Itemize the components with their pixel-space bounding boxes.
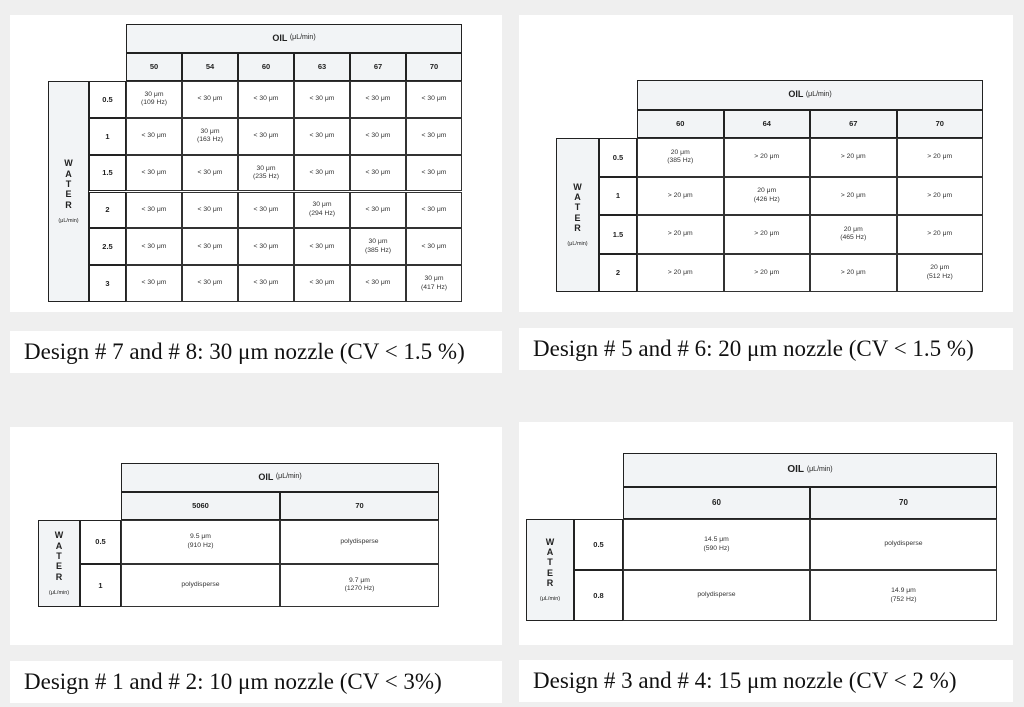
table-cell: [350, 228, 406, 265]
row-header: [89, 81, 126, 118]
column-header: [406, 53, 462, 81]
droplet-size: polydisperse: [340, 537, 379, 545]
droplet-size: 20 μm: [757, 187, 777, 195]
table-cell: [238, 81, 294, 118]
row-header: [599, 254, 637, 293]
row-header-label: 0.8: [593, 590, 604, 600]
column-header-label: 5060: [192, 501, 209, 511]
table-cell: [637, 138, 724, 177]
table-cell: [810, 519, 997, 570]
droplet-size: < 30 μm: [309, 242, 335, 250]
droplet-size: 20 μm: [843, 225, 863, 233]
row-header: [599, 177, 637, 216]
droplet-size: < 30 μm: [197, 205, 223, 213]
droplet-size: < 30 μm: [141, 132, 167, 139]
oil-unit: (μL/min): [275, 473, 302, 481]
table-cell: [897, 215, 984, 254]
row-header: [89, 118, 126, 155]
droplet-frequency: (752 Hz): [890, 595, 917, 603]
column-header-label: 60: [712, 498, 721, 507]
table-cell: [724, 254, 811, 293]
oil-label: OIL: [258, 471, 274, 482]
column-header-label: 60: [676, 119, 685, 129]
droplet-size: < 30 μm: [197, 279, 223, 287]
table-cell: [238, 155, 294, 192]
droplet-size: > 20 μm: [840, 268, 866, 276]
droplet-size: < 30 μm: [365, 279, 391, 287]
droplet-size: < 30 μm: [309, 132, 335, 139]
column-header: [810, 487, 997, 519]
water-header: [556, 138, 599, 292]
column-header-label: 50: [149, 62, 159, 72]
column-header-label: 54: [205, 62, 215, 72]
table-cell: [182, 118, 238, 155]
column-header: [126, 53, 182, 81]
column-header: [280, 492, 439, 520]
column-header: [637, 110, 724, 138]
table-cell: [182, 155, 238, 192]
water-header: [526, 519, 574, 621]
droplet-size: < 30 μm: [421, 242, 447, 250]
water-letter: E: [55, 561, 62, 572]
table-cell: [406, 265, 462, 302]
table-cell: [350, 81, 406, 118]
droplet-size: < 30 μm: [141, 279, 167, 287]
water-letter: E: [546, 567, 553, 578]
column-header-label: 70: [899, 498, 908, 507]
table-cell: [637, 177, 724, 216]
table-cell: [121, 564, 280, 608]
column-header-label: 70: [429, 62, 439, 72]
water-letter: W: [64, 158, 73, 169]
droplet-size: < 30 μm: [253, 242, 279, 250]
table-cell: [182, 228, 238, 265]
table-cell: [897, 177, 984, 216]
water-letter: T: [574, 202, 581, 213]
water-letter: A: [55, 540, 63, 551]
row-header-label: 0.5: [102, 94, 113, 104]
column-header: [897, 110, 984, 138]
column-header-label: 67: [373, 62, 383, 72]
droplet-size: > 20 μm: [840, 153, 866, 160]
droplet-size: > 20 μm: [927, 153, 953, 160]
droplet-size: < 30 μm: [141, 168, 167, 176]
column-header: [350, 53, 406, 81]
droplet-size: < 30 μm: [197, 95, 223, 103]
table-cell: [280, 564, 439, 608]
droplet-size: < 30 μm: [141, 242, 167, 250]
table-cell: [637, 254, 724, 293]
water-letter: R: [546, 578, 554, 589]
droplet-frequency: (294 Hz): [308, 209, 336, 217]
water-letter: W: [573, 181, 582, 192]
table-cell: [724, 138, 811, 177]
droplet-frequency: (385 Hz): [667, 157, 694, 165]
table-cell: [406, 228, 462, 265]
table-cell: [182, 81, 238, 118]
water-letter: E: [65, 189, 72, 200]
table-cell: [238, 118, 294, 155]
droplet-size: 30 μm: [200, 127, 220, 135]
table-cell: [126, 192, 182, 229]
droplet-size: polydisperse: [697, 591, 736, 599]
table-cell: [126, 155, 182, 192]
table-cell: [294, 265, 350, 302]
table-cell: [182, 265, 238, 302]
oil-header: [121, 463, 439, 492]
table-cell: [810, 177, 897, 216]
table-cell: [121, 520, 280, 564]
droplet-size: < 30 μm: [197, 168, 223, 176]
row-header-label: 2: [615, 268, 621, 278]
table-cell: [294, 192, 350, 229]
column-header-label: 60: [261, 62, 271, 72]
table-cell: [238, 192, 294, 229]
droplet-size: > 20 μm: [754, 153, 780, 160]
row-header: [89, 155, 126, 192]
row-header-label: 0.5: [95, 537, 106, 547]
row-header: [574, 570, 623, 621]
table-cell: [350, 265, 406, 302]
table-cell: [810, 254, 897, 293]
droplet-size: < 30 μm: [309, 168, 335, 176]
table-cell: [897, 138, 984, 177]
row-header-label: 1: [98, 580, 103, 590]
table-cell: [126, 81, 182, 118]
row-header-label: 3: [105, 278, 110, 288]
droplet-size: 30 μm: [256, 164, 276, 172]
water-unit: (μL/min): [539, 596, 561, 603]
column-header: [623, 487, 810, 519]
table-cell: [238, 228, 294, 265]
row-header-label: 0.5: [612, 152, 624, 162]
table-cell: [810, 215, 897, 254]
column-header-label: 70: [355, 501, 364, 511]
water-letter: A: [65, 168, 72, 179]
water-label: [573, 182, 582, 234]
water-unit: (μL/min): [58, 217, 79, 224]
row-header: [599, 138, 637, 177]
table-cell: [294, 228, 350, 265]
droplet-size: 9.7 μm: [349, 576, 370, 584]
droplet-size: 14.9 μm: [891, 587, 916, 595]
oil-label: OIL: [787, 463, 805, 475]
oil-header: [126, 24, 462, 53]
droplet-size: > 20 μm: [927, 191, 953, 199]
table-cell: [280, 520, 439, 564]
table-cell: [406, 155, 462, 192]
table-cell: [623, 519, 810, 570]
column-header: [294, 53, 350, 81]
droplet-size: 30 μm: [368, 238, 388, 246]
droplet-size: polydisperse: [884, 540, 923, 548]
droplet-size: 14.5 μm: [704, 536, 729, 544]
droplet-size: < 30 μm: [253, 279, 279, 287]
table-cell: [810, 138, 897, 177]
table-cell: [350, 192, 406, 229]
water-letter: R: [55, 571, 63, 582]
oil-unit: (μL/min): [806, 465, 833, 473]
droplet-size: > 20 μm: [667, 230, 693, 237]
column-header-label: 63: [317, 62, 327, 72]
row-header-label: 1: [615, 191, 621, 201]
water-letter: A: [574, 192, 581, 203]
water-label: [546, 537, 555, 589]
droplet-size: < 30 μm: [365, 168, 391, 176]
table-cell: [238, 265, 294, 302]
table-cell: [623, 570, 810, 621]
water-letter: W: [54, 530, 64, 541]
droplet-size: < 30 μm: [309, 279, 335, 287]
column-header: [182, 53, 238, 81]
caption-design-3-4: Design # 3 and # 4: 15 μm nozzle (CV < 2 %): [519, 660, 1013, 702]
table-cell: [182, 192, 238, 229]
table-cell: [810, 570, 997, 621]
droplet-frequency: (910 Hz): [187, 541, 214, 549]
droplet-size: < 30 μm: [365, 95, 391, 103]
water-letter: E: [574, 212, 581, 223]
droplet-size: < 30 μm: [421, 95, 447, 103]
water-letter: T: [65, 178, 72, 189]
row-header: [599, 215, 637, 254]
table-cell: [637, 215, 724, 254]
droplet-size: < 30 μm: [309, 95, 335, 103]
droplet-size: 20 μm: [670, 148, 690, 156]
table-cell: [126, 265, 182, 302]
droplet-size: polydisperse: [181, 581, 220, 588]
droplet-size: 20 μm: [930, 264, 950, 272]
table-cell: [350, 155, 406, 192]
row-header-label: 0.5: [593, 539, 604, 549]
row-header: [574, 519, 623, 570]
droplet-frequency: (1270 Hz): [344, 585, 375, 593]
oil-header: [637, 80, 983, 110]
droplet-size: 30 μm: [424, 275, 444, 283]
droplet-size: > 20 μm: [754, 268, 780, 276]
caption-design-1-2: Design # 1 and # 2: 10 μm nozzle (CV < 3%): [10, 661, 502, 703]
droplet-size: < 30 μm: [141, 205, 167, 213]
column-header: [238, 53, 294, 81]
oil-label: OIL: [272, 32, 288, 43]
table-cell: [406, 81, 462, 118]
droplet-size: < 30 μm: [253, 132, 279, 139]
oil-label: OIL: [788, 89, 804, 100]
droplet-frequency: (590 Hz): [703, 544, 730, 552]
droplet-size: < 30 μm: [365, 205, 391, 213]
water-header: [48, 81, 89, 302]
water-unit: (μL/min): [48, 589, 70, 596]
table-cell: [897, 254, 984, 293]
droplet-size: 30 μm: [144, 90, 164, 98]
droplet-frequency: (385 Hz): [364, 246, 392, 254]
row-header-label: 1: [105, 131, 110, 141]
column-header-label: 64: [762, 119, 771, 129]
droplet-size: < 30 μm: [421, 205, 447, 213]
row-header: [80, 564, 121, 608]
table-cell: [406, 118, 462, 155]
oil-header: [623, 453, 997, 487]
droplet-frequency: (512 Hz): [926, 272, 953, 280]
column-header: [121, 492, 280, 520]
table-cell: [724, 215, 811, 254]
table-cell: [294, 81, 350, 118]
caption-design-7-8: Design # 7 and # 8: 30 μm nozzle (CV < 1.5 %): [10, 331, 502, 373]
row-header: [80, 520, 121, 564]
water-letter: W: [545, 536, 555, 547]
table-cell: [294, 118, 350, 155]
droplet-frequency: (426 Hz): [753, 195, 780, 203]
row-header: [89, 228, 126, 265]
droplet-frequency: (465 Hz): [840, 234, 867, 242]
droplet-size: > 20 μm: [667, 268, 693, 276]
table-cell: [294, 155, 350, 192]
table-cell: [350, 118, 406, 155]
row-header: [89, 192, 126, 229]
water-letter: R: [65, 199, 72, 210]
row-header-label: 2.5: [102, 242, 113, 252]
water-label: [55, 530, 64, 582]
droplet-size: < 30 μm: [253, 205, 279, 213]
column-header-label: 70: [935, 119, 944, 129]
column-header: [724, 110, 811, 138]
row-header: [89, 265, 126, 302]
droplet-frequency: (163 Hz): [196, 136, 224, 144]
droplet-frequency: (417 Hz): [420, 283, 448, 291]
table-cell: [126, 118, 182, 155]
droplet-size: < 30 μm: [421, 132, 447, 139]
droplet-size: > 20 μm: [754, 230, 780, 237]
row-header-label: 2: [105, 205, 110, 215]
oil-unit: (μL/min): [805, 90, 832, 98]
table-cell: [406, 192, 462, 229]
water-letter: R: [574, 223, 581, 234]
droplet-size: < 30 μm: [421, 168, 447, 176]
column-header-label: 67: [849, 119, 858, 129]
oil-unit: (μL/min): [289, 34, 316, 42]
water-header: [38, 520, 80, 607]
water-letter: T: [56, 550, 62, 561]
caption-design-5-6: Design # 5 and # 6: 20 μm nozzle (CV < 1.5 %): [519, 328, 1013, 370]
droplet-frequency: (109 Hz): [140, 99, 168, 107]
table-cell: [126, 228, 182, 265]
droplet-size: < 30 μm: [253, 95, 279, 103]
water-unit: (μL/min): [567, 241, 588, 248]
droplet-size: 9.5 μm: [190, 533, 211, 541]
water-letter: T: [547, 557, 553, 568]
droplet-size: < 30 μm: [365, 132, 391, 139]
droplet-size: > 20 μm: [840, 191, 866, 199]
droplet-size: > 20 μm: [667, 191, 693, 199]
table-cell: [724, 177, 811, 216]
droplet-frequency: (235 Hz): [252, 173, 280, 181]
droplet-size: > 20 μm: [927, 230, 953, 237]
column-header: [810, 110, 897, 138]
row-header-label: 1.5: [612, 229, 624, 239]
droplet-size: < 30 μm: [197, 242, 223, 250]
water-label: [64, 158, 73, 210]
droplet-size: 30 μm: [312, 201, 332, 209]
row-header-label: 1.5: [102, 168, 113, 178]
water-letter: A: [546, 547, 554, 558]
